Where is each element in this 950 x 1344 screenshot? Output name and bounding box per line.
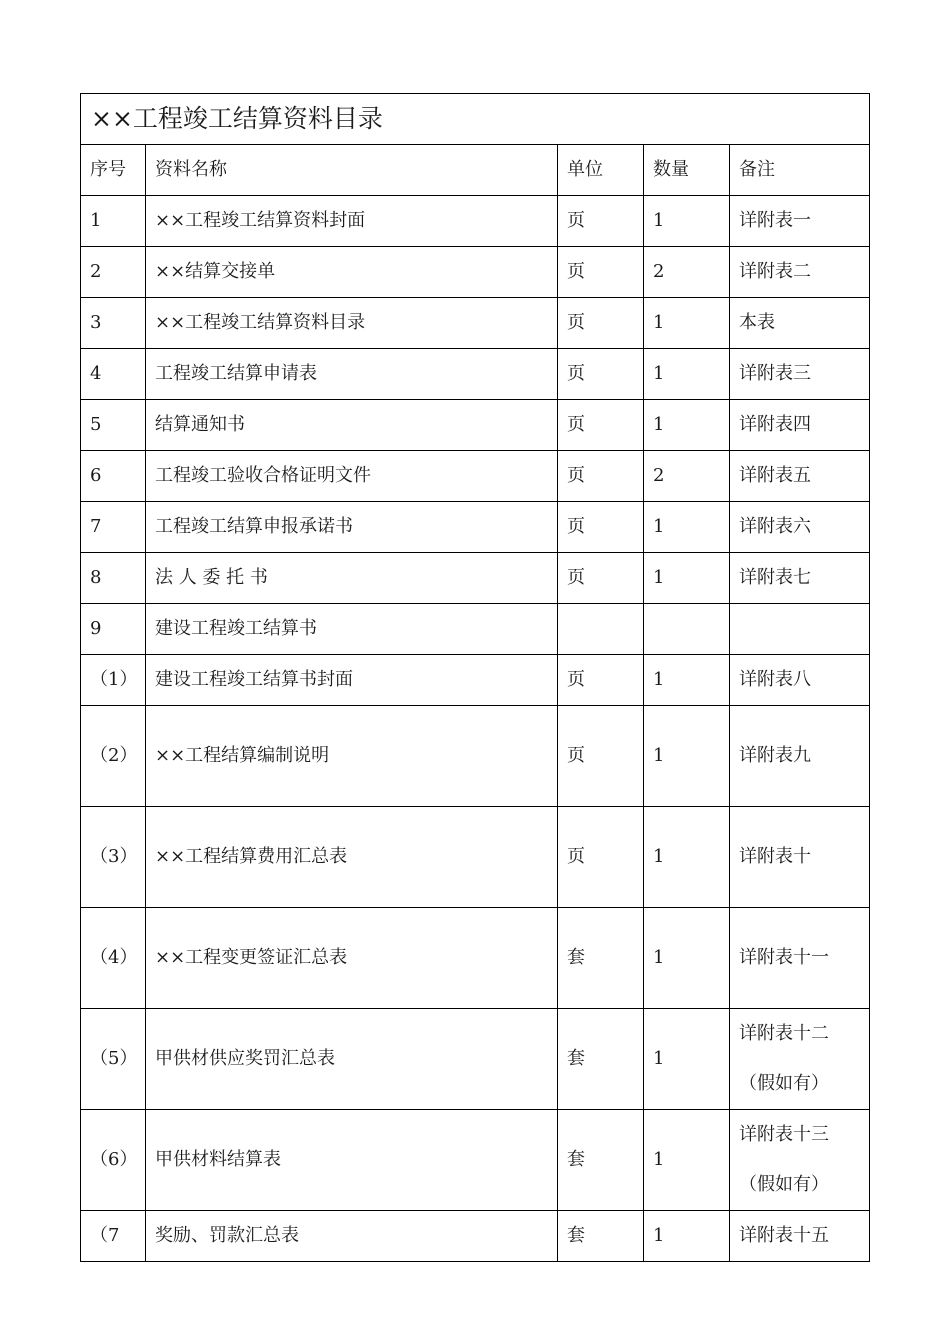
row-name: 甲供材料结算表 xyxy=(146,1110,558,1211)
row-name: 建设工程竣工结算书封面 xyxy=(146,655,558,706)
row-seq: 6 xyxy=(81,451,146,502)
table-row xyxy=(81,196,870,247)
row-note: 详附表十 xyxy=(730,807,870,908)
row-qty: 1 xyxy=(644,298,730,349)
row-name: 工程竣工验收合格证明文件 xyxy=(146,451,558,502)
row-note: 本表 xyxy=(730,298,870,349)
row-note-extra: （假如有） xyxy=(739,1073,829,1094)
row-seq: （2） xyxy=(90,745,138,766)
row-name: 工程竣工结算申报承诺书 xyxy=(146,502,558,553)
table-row xyxy=(81,604,870,655)
row-name: 工程竣工结算申请表 xyxy=(146,349,558,400)
row-unit xyxy=(558,604,644,655)
row-seq: 8 xyxy=(81,553,146,604)
row-qty: 1 xyxy=(644,1009,730,1110)
row-seq: 7 xyxy=(81,502,146,553)
row-seq: 1 xyxy=(81,196,146,247)
row-note: 详附表十三 xyxy=(739,1124,829,1145)
row-note: 详附表四 xyxy=(730,400,870,451)
row-seq: （5） xyxy=(90,1048,138,1069)
row-qty: 1 xyxy=(644,502,730,553)
table-row xyxy=(81,400,870,451)
table-row xyxy=(81,1211,870,1262)
row-qty xyxy=(644,604,730,655)
row-note: 详附表九 xyxy=(730,706,870,807)
table-row xyxy=(81,908,870,1009)
row-name: ××结算交接单 xyxy=(146,247,558,298)
row-unit: 页 xyxy=(558,196,644,247)
row-note: 详附表二 xyxy=(730,247,870,298)
row-unit: 页 xyxy=(558,706,644,807)
header-name: 资料名称 xyxy=(146,145,558,196)
row-name: 结算通知书 xyxy=(146,400,558,451)
row-seq: （7 xyxy=(81,1211,146,1262)
row-name: ××工程变更签证汇总表 xyxy=(146,908,558,1009)
row-name: ××工程竣工结算资料封面 xyxy=(146,196,558,247)
row-name: ××工程结算编制说明 xyxy=(146,706,558,807)
row-seq: 5 xyxy=(81,400,146,451)
row-unit: 页 xyxy=(558,298,644,349)
catalog-table xyxy=(80,93,870,1262)
row-seq: （4） xyxy=(90,947,138,968)
row-unit: 页 xyxy=(558,553,644,604)
row-unit: 页 xyxy=(558,247,644,298)
page-title: ××工程竣工结算资料目录 xyxy=(81,94,870,145)
table-row xyxy=(81,502,870,553)
row-unit: 页 xyxy=(558,349,644,400)
header-row xyxy=(81,145,870,196)
row-name: ××工程竣工结算资料目录 xyxy=(146,298,558,349)
table-row xyxy=(81,451,870,502)
row-seq: 9 xyxy=(81,604,146,655)
row-seq: （3） xyxy=(90,846,138,867)
row-qty: 1 xyxy=(644,553,730,604)
header-unit: 单位 xyxy=(558,145,644,196)
row-name: 法 人 委 托 书 xyxy=(146,553,558,604)
row-qty: 2 xyxy=(644,247,730,298)
row-note: 详附表五 xyxy=(730,451,870,502)
row-note-extra: （假如有） xyxy=(739,1174,829,1195)
row-seq: 3 xyxy=(81,298,146,349)
row-unit: 套 xyxy=(558,1211,644,1262)
row-unit: 套 xyxy=(558,1009,644,1110)
row-qty: 1 xyxy=(644,706,730,807)
row-note: 详附表七 xyxy=(730,553,870,604)
row-note: 详附表八 xyxy=(730,655,870,706)
table-row xyxy=(81,655,870,706)
row-note: 详附表三 xyxy=(730,349,870,400)
row-seq: 2 xyxy=(81,247,146,298)
row-qty: 1 xyxy=(644,908,730,1009)
row-seq: 4 xyxy=(81,349,146,400)
row-name: ××工程结算费用汇总表 xyxy=(146,807,558,908)
table-row xyxy=(81,349,870,400)
row-seq: （6） xyxy=(90,1149,138,1170)
row-note: 详附表一 xyxy=(730,196,870,247)
table-row xyxy=(81,1009,870,1110)
row-note: 详附表六 xyxy=(730,502,870,553)
row-note xyxy=(730,604,870,655)
row-seq: （1） xyxy=(81,655,146,706)
table-row xyxy=(81,553,870,604)
row-unit: 套 xyxy=(558,1110,644,1211)
row-note: 详附表十二 xyxy=(739,1023,829,1044)
row-unit: 页 xyxy=(558,451,644,502)
row-unit: 页 xyxy=(558,655,644,706)
title-row xyxy=(81,94,870,145)
row-qty: 1 xyxy=(644,655,730,706)
row-qty: 1 xyxy=(644,1110,730,1211)
table-row xyxy=(81,247,870,298)
table-row xyxy=(81,1110,870,1211)
row-qty: 2 xyxy=(644,451,730,502)
table-row xyxy=(81,706,870,807)
row-unit: 页 xyxy=(558,502,644,553)
row-name: 甲供材供应奖罚汇总表 xyxy=(146,1009,558,1110)
row-name: 奖励、罚款汇总表 xyxy=(146,1211,558,1262)
row-qty: 1 xyxy=(644,196,730,247)
row-qty: 1 xyxy=(644,1211,730,1262)
row-note: 详附表十五 xyxy=(730,1211,870,1262)
table-row xyxy=(81,807,870,908)
header-seq: 序号 xyxy=(81,145,146,196)
row-name: 建设工程竣工结算书 xyxy=(146,604,558,655)
header-note: 备注 xyxy=(730,145,870,196)
row-qty: 1 xyxy=(644,807,730,908)
table-row xyxy=(81,298,870,349)
header-qty: 数量 xyxy=(644,145,730,196)
row-qty: 1 xyxy=(644,349,730,400)
row-unit: 页 xyxy=(558,400,644,451)
row-unit: 套 xyxy=(558,908,644,1009)
row-unit: 页 xyxy=(558,807,644,908)
row-qty: 1 xyxy=(644,400,730,451)
row-note: 详附表十一 xyxy=(730,908,870,1009)
